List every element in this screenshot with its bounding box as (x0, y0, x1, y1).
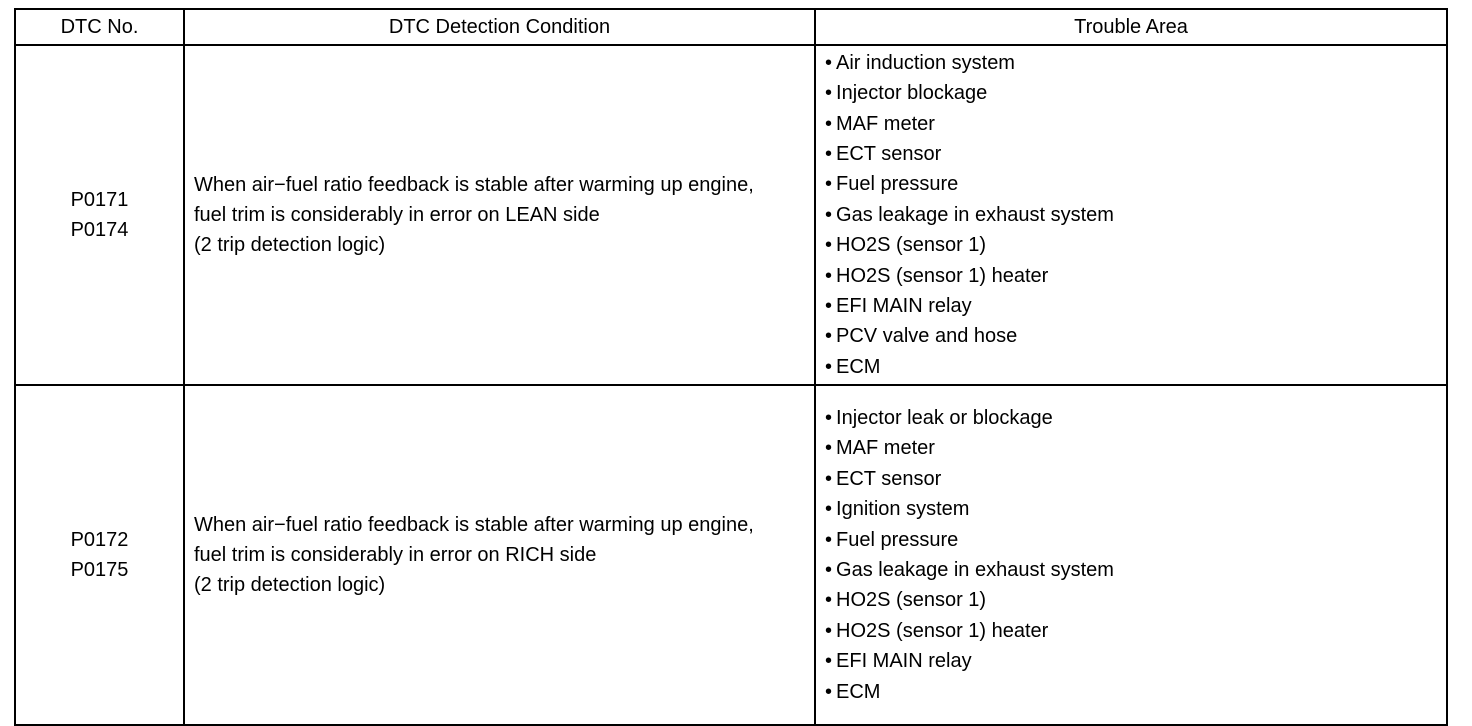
detection-condition-cell (184, 45, 815, 385)
list-item: • PCV valve and hose (825, 321, 1446, 351)
condition-line: When air−fuel ratio feedback is stable after warming up engine, (194, 514, 754, 536)
list-item: • EFI MAIN relay (825, 291, 1446, 321)
list-item: • MAF meter (825, 433, 1446, 463)
header-condition: DTC Detection Condition (184, 9, 815, 45)
dtc-code: P0172 (70, 529, 129, 551)
list-item: • Gas leakage in exhaust system (825, 200, 1446, 230)
trouble-area-list (825, 403, 1446, 707)
header-row (15, 9, 1447, 45)
table-row-rich (15, 385, 1447, 725)
dtc-code: P0175 (70, 559, 129, 581)
list-item: • Air induction system (825, 48, 1446, 78)
list-item: • Ignition system (825, 494, 1446, 524)
list-item: • HO2S (sensor 1) heater (825, 261, 1446, 291)
list-item: • HO2S (sensor 1) (825, 585, 1446, 615)
dtc-table (14, 8, 1448, 726)
dtc-codes-cell (15, 385, 184, 725)
list-item: • HO2S (sensor 1) (825, 230, 1446, 260)
detection-condition-cell (184, 385, 815, 725)
condition-line: fuel trim is considerably in error on RICH side (194, 544, 597, 566)
header-dtc-no: DTC No. (15, 9, 184, 45)
list-item: • MAF meter (825, 109, 1446, 139)
list-item: • HO2S (sensor 1) heater (825, 616, 1446, 646)
condition-line: (2 trip detection logic) (194, 574, 386, 596)
list-item: • Injector blockage (825, 78, 1446, 108)
condition-line: (2 trip detection logic) (194, 234, 386, 256)
table-row-lean (15, 45, 1447, 385)
list-item: • Gas leakage in exhaust system (825, 555, 1446, 585)
list-item: • ECM (825, 677, 1446, 707)
condition-line: fuel trim is considerably in error on LEAN side (194, 204, 600, 226)
dtc-code: P0174 (70, 219, 129, 241)
list-item: • Injector leak or blockage (825, 403, 1446, 433)
list-item: • ECM (825, 352, 1446, 382)
list-item: • EFI MAIN relay (825, 646, 1446, 676)
trouble-area-cell (815, 385, 1447, 725)
trouble-area-cell (815, 45, 1447, 385)
list-item: • ECT sensor (825, 464, 1446, 494)
list-item: • Fuel pressure (825, 169, 1446, 199)
trouble-area-list (825, 48, 1446, 382)
header-trouble-area: Trouble Area (815, 9, 1447, 45)
list-item: • Fuel pressure (825, 525, 1446, 555)
dtc-codes-cell (15, 45, 184, 385)
condition-line: When air−fuel ratio feedback is stable after warming up engine, (194, 174, 754, 196)
list-item: • ECT sensor (825, 139, 1446, 169)
dtc-code: P0171 (70, 189, 129, 211)
